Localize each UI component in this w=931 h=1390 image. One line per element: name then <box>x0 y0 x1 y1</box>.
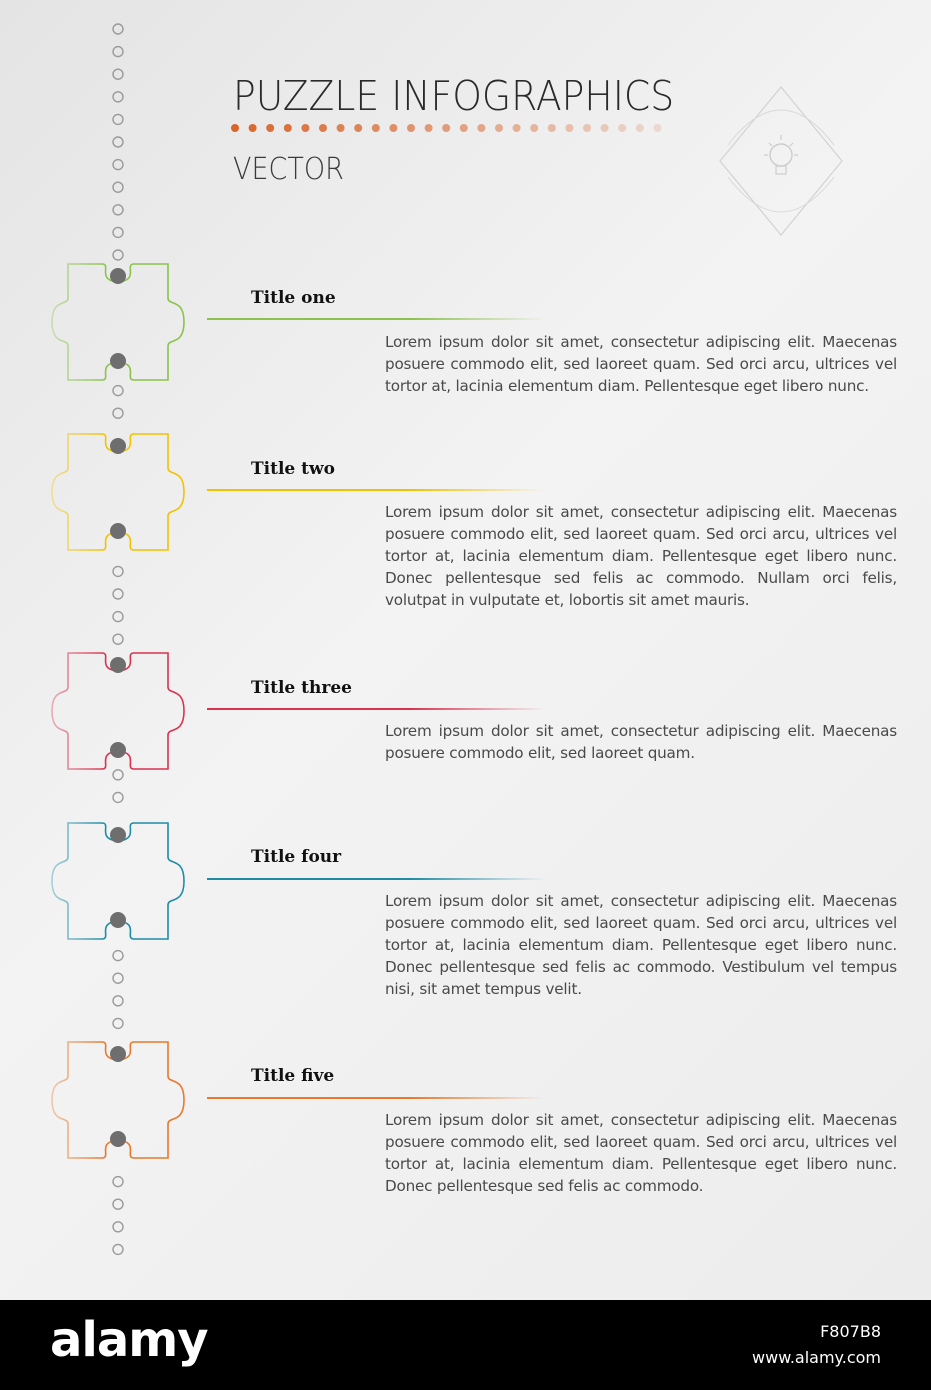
timeline-node <box>110 1046 126 1062</box>
step-title: Title one <box>251 288 336 308</box>
timeline-dot <box>113 47 123 57</box>
title-dot <box>618 124 626 132</box>
step-divider <box>207 489 545 491</box>
step-title: Title three <box>251 678 352 698</box>
timeline-dot <box>113 1222 123 1232</box>
title-dot <box>301 124 309 132</box>
timeline-dot <box>113 92 123 102</box>
step-1 <box>0 260 931 420</box>
step-divider <box>207 1097 545 1099</box>
timeline-dot <box>113 205 123 215</box>
title-dot <box>284 124 292 132</box>
title-dot <box>266 124 274 132</box>
step-4 <box>0 819 931 998</box>
timeline-dot <box>113 182 123 192</box>
title-dot <box>565 124 573 132</box>
page-title: PUZZLE INFOGRAPHICS <box>233 72 675 120</box>
step-title: Title five <box>251 1066 335 1086</box>
title-dot <box>601 124 609 132</box>
puzzle-piece-icon <box>36 1038 200 1162</box>
puzzle-piece-icon <box>36 649 200 773</box>
puzzle-piece-icon <box>36 260 200 384</box>
timeline-node <box>110 657 126 673</box>
title-dot <box>653 124 661 132</box>
timeline-node <box>110 912 126 928</box>
title-dot <box>460 124 468 132</box>
step-title: Title two <box>251 459 335 479</box>
timeline-node <box>110 353 126 369</box>
step-description: Lorem ipsum dolor sit amet, consectetur adipiscing elit. Maecenas posuere commodo elit, sed laoreet quam. Sed orci arcu, ultrices vel tortor at, lacinia elementum diam. Pellentesque eget libero nunc. <box>385 333 897 395</box>
title-dot <box>372 124 380 132</box>
page-subtitle: VECTOR <box>233 152 344 187</box>
timeline-dot <box>113 1199 123 1209</box>
step-description: Lorem ipsum dolor sit amet, consectetur adipiscing elit. Maecenas posuere commodo elit, sed laoreet quam. <box>385 722 897 762</box>
timeline-node <box>110 827 126 843</box>
timeline-node <box>110 742 126 758</box>
timeline-dot <box>113 612 123 622</box>
step-description: Lorem ipsum dolor sit amet, consectetur adipiscing elit. Maecenas posuere commodo elit, sed laoreet quam. Sed orci arcu, ultrices vel tortor at, lacinia elementum diam. Pellentesque eget libero nunc. Donec pellentesque sed felis ac commodo. <box>385 1111 897 1195</box>
title-dot <box>513 124 521 132</box>
title-dot <box>477 124 485 132</box>
timeline-node <box>110 523 126 539</box>
step-divider <box>207 878 545 880</box>
footer-url: www.alamy.com <box>752 1348 881 1367</box>
step-5 <box>0 1038 931 1198</box>
title-dot <box>442 124 450 132</box>
step-description: Lorem ipsum dolor sit amet, consectetur adipiscing elit. Maecenas posuere commodo elit, sed laoreet quam. Sed orci arcu, ultrices vel tortor at, lacinia elementum diam. Pellentesque eget libero nunc. Donec pellentesque sed felis ac commodo. Nullam orci felis, volutpat in vulputate et, lobortis sit amet mauris. <box>385 503 897 609</box>
step-title: Title four <box>251 847 342 867</box>
title-dot <box>425 124 433 132</box>
title-dot <box>231 124 239 132</box>
step-description: Lorem ipsum dolor sit amet, consectetur adipiscing elit. Maecenas posuere commodo elit, sed laoreet quam. Sed orci arcu, ultrices vel tortor at, lacinia elementum diam. Pellentesque eget libero nunc. Donec pellentesque sed felis ac commodo. Vestibulum vel tempus nisi, sit amet tempus velit. <box>385 892 897 998</box>
step-divider <box>207 708 545 710</box>
title-dot <box>583 124 591 132</box>
timeline-dot <box>113 137 123 147</box>
title-dot <box>337 124 345 132</box>
title-dot <box>389 124 397 132</box>
timeline-node <box>110 268 126 284</box>
step-2 <box>0 430 931 609</box>
timeline-dot <box>113 589 123 599</box>
alamy-logo: alamy <box>50 1312 208 1368</box>
timeline-node <box>110 438 126 454</box>
title-dot <box>407 124 415 132</box>
title-dot <box>354 124 362 132</box>
timeline-dot <box>113 24 123 34</box>
timeline-dot <box>113 69 123 79</box>
title-dot <box>636 124 644 132</box>
image-id: F807B8 <box>820 1322 881 1341</box>
puzzle-piece-icon <box>36 430 200 554</box>
watermark-footer <box>0 1300 931 1390</box>
step-3 <box>0 649 931 809</box>
puzzle-piece-icon <box>36 819 200 943</box>
timeline-dot <box>113 1244 123 1254</box>
timeline-dot <box>113 160 123 170</box>
timeline-dot <box>113 634 123 644</box>
timeline-dot <box>113 250 123 260</box>
timeline-dot <box>113 996 123 1006</box>
title-dot <box>548 124 556 132</box>
step-divider <box>207 318 545 320</box>
title-dot <box>319 124 327 132</box>
title-dot <box>249 124 257 132</box>
title-dot <box>530 124 538 132</box>
timeline-dot <box>113 114 123 124</box>
timeline-dot <box>113 1018 123 1028</box>
timeline-dot <box>113 227 123 237</box>
title-dotted-underline <box>229 121 674 135</box>
lightbulb-icon <box>718 85 844 237</box>
timeline-node <box>110 1131 126 1147</box>
title-dot <box>495 124 503 132</box>
